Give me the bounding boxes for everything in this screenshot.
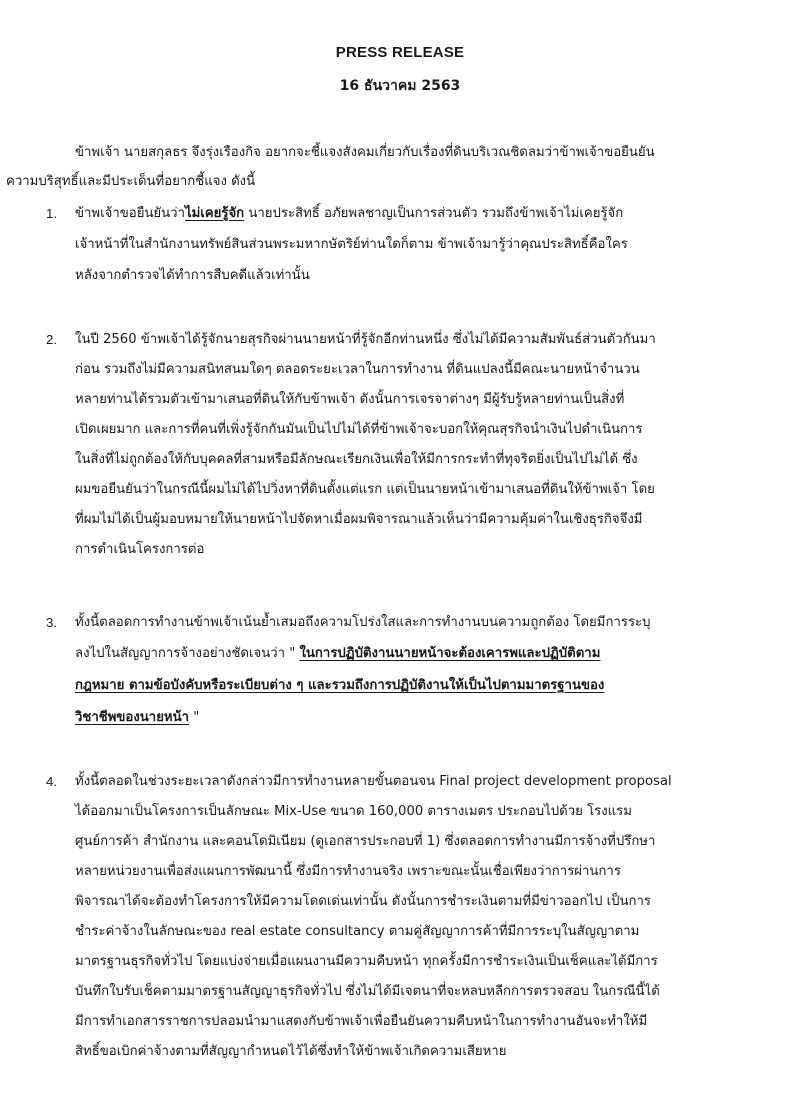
item-3-line-2	[75, 644, 600, 666]
item-1-emphasis: ไม่เคยรู้จัก	[184, 206, 245, 221]
item-4-line-5: พิจารณาได้จะต้องทำโครงการให้มีความโดดเด่นเท่านั้น ดังนั้นการชำระเงินตามที่มีข่าวออกไป เป็นการ	[75, 894, 652, 909]
item-3-emphasis-3: วิชาชีพของนายหน้า	[75, 710, 190, 725]
item-4-number: 4.	[46, 774, 57, 789]
item-3-line-3	[75, 676, 604, 698]
item-3-emphasis-1: ในการปฏิบัติงานนายหน้าจะต้องเคารพและปฏิบัติตาม	[299, 646, 601, 661]
document-title: PRESS RELEASE	[335, 44, 465, 61]
document-date: 16 ธันวาคม 2563	[339, 78, 461, 94]
item-2-line-2: ก่อน รวมถึงไม่มีความสนิทสนมใดๆ ตลอดระยะเวลาในการทำงาน ที่ดินแปลงนี้มีคณะนายหน้าจำนวน	[75, 362, 640, 377]
intro-line-1: ข้าพเจ้า นายสกุลธร จึงรุ่งเรืองกิจ อยากจะชี้แจงสังคมเกี่ยวกับเรื่องที่ดินบริเวณชิดลมว่าข้าพเจ้าขอยืนยัน	[75, 145, 655, 160]
item-2-line-3: หลายท่านได้รวมตัวเข้ามาเสนอที่ดินให้กับข้าพเจ้า ดังนั้นการเจรจาต่างๆ มีผู้รับรู้หลายท่านเป็นสิ่งที่	[75, 392, 625, 407]
intro-line-2: ความบริสุทธิ์และมีประเด็นที่อยากชี้แจง ดังนี้	[6, 174, 256, 189]
item-4-line-9: มีการทำเอกสารราชการปลอมนำมาแสดงกับข้าพเจ้าเพื่อยืนยันความคืบหน้าในการทำงานอันจะทำให้มี	[75, 1014, 648, 1029]
item-1-text-pre: ข้าพเจ้าขอยืนยันว่า	[75, 206, 185, 221]
item-2-number: 2.	[46, 332, 57, 347]
item-3-number: 3.	[46, 615, 57, 630]
item-4-line-1: ทั้งนี้ตลอดในช่วงระยะเวลาดังกล่าวมีการทำงานหลายขั้นตอนจน Final project development proposal	[75, 774, 672, 789]
item-1-number: 1.	[46, 206, 57, 221]
item-1-line-3: หลังจากตำรวจได้ทำการสืบคดีแล้วเท่านั้น	[75, 268, 310, 283]
item-4-line-6: ชำระค่าจ้างในลักษณะของ real estate consultancy ตามคู่สัญญาการค้าที่มีการระบุในสัญญาตาม	[75, 924, 640, 939]
item-1-line-1	[75, 204, 623, 226]
item-2-line-8: การดำเนินโครงการต่อ	[75, 542, 205, 557]
item-2-line-1: ในปี 2560 ข้าพเจ้าได้รู้จักนายสุรกิจผ่านนายหน้าที่รู้จักอีกท่านหนึ่ง ซึ่งไม่ได้มีความสัมพันธ์ส่วนตัวกันมา	[75, 332, 656, 347]
item-3-line-1: ทั้งนี้ตลอดการทำงานข้าพเจ้าเน้นย้ำเสมอถึงความโปร่งใสและการทำงานบนความถูกต้อง โดยมีการระบุ	[75, 615, 651, 630]
item-4-line-8: บันทึกใบรับเช็คตามมาตรฐานสัญญาธุรกิจทั่วไป ซึ่งไม่ได้มีเจตนาที่จะหลบหลีกการตรวจสอบ ในกรณีนี้ได้	[75, 984, 660, 999]
item-1-text-post: นายประสิทธิ์ อภัยพลชาญเป็นการส่วนตัว รวมถึงข้าพเจ้าไม่เคยรู้จัก	[244, 206, 624, 221]
item-3-text-post: "	[189, 710, 200, 725]
item-3-emphasis-2: กฎหมาย ตามข้อบังคับหรือระเบียบต่าง ๆ และรวมถึงการปฏิบัติงานให้เป็นไปตามมาตรฐานของ	[75, 678, 605, 693]
item-4-line-4: หลายหน่วยงานเพื่อส่งแผนการพัฒนานี้ ซึ่งมีการทำงานจริง เพราะขณะนั้นเชื่อเพียงว่าการผ่านการ	[75, 864, 621, 879]
item-3-text-pre: ลงไปในสัญญาการจ้างอย่างชัดเจนว่า "	[75, 646, 300, 661]
item-4-line-2: ได้ออกมาเป็นโครงการเป็นลักษณะ Mix-Use ขนาด 160,000 ตารางเมตร ประกอบไปด้วย โรงแรม	[75, 804, 632, 819]
item-1-line-2: เจ้าหน้าที่ในสำนักงานทรัพย์สินส่วนพระมหากษัตริย์ท่านใดก็ตาม ข้าพเจ้ามารู้ว่าคุณประสิทธิ์คือใคร	[75, 237, 628, 252]
item-4-line-7: มาตรฐานธุรกิจทั่วไป โดยแบ่งจ่ายเมื่อแผนงานมีความคืบหน้า ทุกครั้งมีการชำระเงินเป็นเช็คและได้มีการ	[75, 954, 658, 969]
item-3-line-4	[75, 708, 199, 730]
item-4-line-3: ศูนย์การค้า สำนักงาน และคอนโดมิเนียม (ดูเอกสารประกอบที่ 1) ซึ่งตลอดการทำงานมีการจ้างที่ปรึกษา	[75, 834, 656, 849]
item-4-line-10: สิทธิ์ขอเบิกค่าจ้างตามที่สัญญากำหนดไว้ได้ซึ่งทำให้ข้าพเจ้าเกิดความเสียหาย	[75, 1044, 507, 1059]
item-2-line-4: เปิดเผยมาก และการที่คนที่เพิ่งรู้จักกันมันเป็นไปไม่ได้ที่ข้าพเจ้าจะบอกให้คุณสุรกิจนำเงินไปดำเนินการ	[75, 422, 643, 437]
item-2-line-6: ผมขอยืนยันว่าในกรณีนี้ผมไม่ได้ไปวิ่งหาที่ดินตั้งแต่แรก แต่เป็นนายหน้าเข้ามาเสนอที่ดินให้ข้าพเจ้า โดย	[75, 482, 655, 497]
item-2-line-7: ที่ผมไม่ได้เป็นผู้มอบหมายให้นายหน้าไปจัดหาเมื่อผมพิจารณาแล้วเห็นว่ามีความคุ้มค่าในเชิงธุรกิจจึงมี	[75, 512, 643, 527]
item-2-line-5: ในสิ่งที่ไม่ถูกต้องให้กับบุคคลที่สามหรือมีลักษณะเรียกเงินเพื่อให้มีการกระทำที่ทุจริตยิ่งเป็นไปไม่ได้ ซึ่ง	[75, 452, 638, 467]
